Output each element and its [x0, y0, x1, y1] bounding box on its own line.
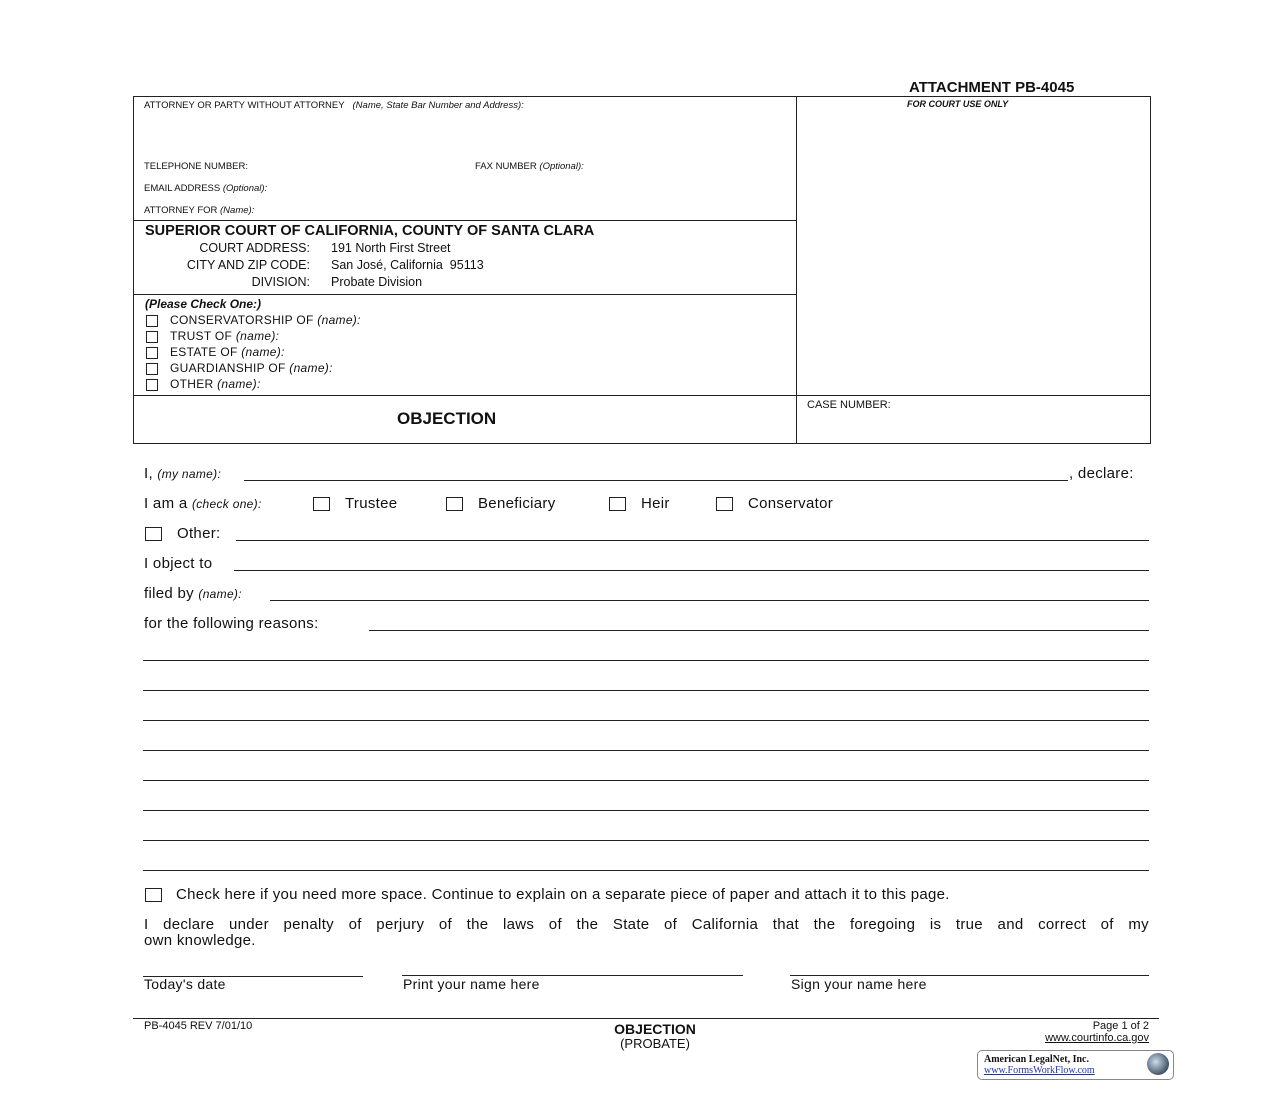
- courtinfo-link[interactable]: www.courtinfo.ca.gov: [1045, 1032, 1149, 1044]
- check-one-label: (Please Check One:): [145, 297, 262, 311]
- i-label: I, (my name):: [144, 465, 222, 482]
- declaration-text: I declare under penalty of perjury of the laws of the State of California that the foregoing is true and correct of my: [144, 916, 1149, 933]
- case-type-option: ESTATE OF (name):: [170, 345, 285, 359]
- footer-subtitle: (PROBATE): [620, 1036, 690, 1051]
- reason-line[interactable]: [143, 660, 1149, 661]
- more-space-checkbox[interactable]: [145, 888, 162, 902]
- reason-line[interactable]: [143, 840, 1149, 841]
- globe-icon: [1147, 1053, 1169, 1075]
- court-title: SUPERIOR COURT OF CALIFORNIA, COUNTY OF SANTA CLARA: [145, 223, 595, 239]
- divider: [796, 96, 797, 443]
- case-type-checkbox[interactable]: [146, 363, 158, 375]
- badge-url[interactable]: www.FormsWorkFlow.com: [984, 1065, 1095, 1076]
- reasons-label: for the following reasons:: [144, 615, 319, 632]
- other-checkbox[interactable]: [145, 527, 162, 541]
- object-to-label: I object to: [144, 555, 213, 572]
- reason-line[interactable]: [143, 810, 1149, 811]
- case-type-option: TRUST OF (name):: [170, 329, 280, 343]
- case-type-checkbox[interactable]: [146, 315, 158, 327]
- telephone-label: TELEPHONE NUMBER:: [144, 161, 248, 172]
- city-label: CITY AND ZIP CODE:: [186, 258, 310, 272]
- division-value: Probate Division: [331, 275, 423, 289]
- role-checkbox-trustee[interactable]: [313, 497, 330, 511]
- declare-label: , declare:: [1069, 465, 1134, 482]
- my-name-field[interactable]: [244, 480, 1068, 481]
- case-type-option: OTHER (name):: [170, 377, 261, 391]
- email-label: EMAIL ADDRESS (Optional):: [144, 183, 268, 194]
- fax-label: FAX NUMBER (Optional):: [475, 161, 584, 172]
- reason-line[interactable]: [143, 870, 1149, 871]
- court-use-label: FOR COURT USE ONLY: [907, 99, 1009, 109]
- divider: [133, 395, 1150, 396]
- role-checkbox-conservator[interactable]: [716, 497, 733, 511]
- badge-company: American LegalNet, Inc.: [984, 1054, 1089, 1065]
- i-am-label: I am a (check one):: [144, 495, 262, 512]
- role-checkbox-beneficiary[interactable]: [446, 497, 463, 511]
- form-id: PB-4045 REV 7/01/10: [144, 1020, 253, 1032]
- case-number-field[interactable]: [807, 414, 1137, 438]
- other-field[interactable]: [236, 540, 1149, 541]
- sign-name-label: Sign your name here: [791, 976, 927, 992]
- other-label: Other:: [177, 525, 221, 542]
- divider: [133, 294, 796, 295]
- form-title: OBJECTION: [397, 409, 497, 428]
- address-value: 191 North First Street: [331, 241, 451, 255]
- role-label: Conservator: [748, 495, 834, 512]
- legalnet-badge[interactable]: [977, 1050, 1174, 1080]
- reason-line[interactable]: [143, 750, 1149, 751]
- filed-by-label: filed by (name):: [144, 585, 242, 602]
- more-space-label: Check here if you need more space. Continue to explain on a separate piece of paper and attach it to this page.: [176, 886, 950, 903]
- page-number: Page 1 of 2: [1092, 1020, 1149, 1032]
- footer-rule: [133, 1018, 1159, 1019]
- filed-by-field[interactable]: [270, 600, 1149, 601]
- case-number-label: CASE NUMBER:: [807, 399, 891, 411]
- reason-line[interactable]: [143, 780, 1149, 781]
- print-name-label: Print your name here: [403, 976, 540, 992]
- declaration-text-2: own knowledge.: [144, 932, 256, 949]
- case-type-checkbox[interactable]: [146, 347, 158, 359]
- case-type-checkbox[interactable]: [146, 379, 158, 391]
- role-label: Beneficiary: [478, 495, 556, 512]
- attorney-for-label: ATTORNEY FOR (Name):: [144, 205, 255, 216]
- division-label: DIVISION:: [251, 275, 310, 289]
- case-type-option: GUARDIANSHIP OF (name):: [170, 361, 333, 375]
- role-checkbox-heir[interactable]: [609, 497, 626, 511]
- address-label: COURT ADDRESS:: [199, 241, 310, 255]
- reasons-field[interactable]: [369, 630, 1149, 631]
- object-to-field[interactable]: [234, 570, 1149, 571]
- case-type-option: CONSERVATORSHIP OF (name):: [170, 313, 361, 327]
- attachment-id: ATTACHMENT PB-4045: [909, 79, 1075, 96]
- attorney-label: ATTORNEY OR PARTY WITHOUT ATTORNEY (Name, State Bar Number and Address):: [144, 100, 524, 111]
- date-label: Today's date: [144, 976, 226, 992]
- reason-line[interactable]: [143, 720, 1149, 721]
- footer-title: OBJECTION: [614, 1021, 696, 1037]
- role-label: Trustee: [345, 495, 398, 512]
- divider: [133, 220, 796, 221]
- reason-line[interactable]: [143, 690, 1149, 691]
- case-type-checkbox[interactable]: [146, 331, 158, 343]
- city-value: San José, California 95113: [331, 258, 484, 272]
- attorney-field[interactable]: [144, 112, 784, 157]
- role-label: Heir: [641, 495, 670, 512]
